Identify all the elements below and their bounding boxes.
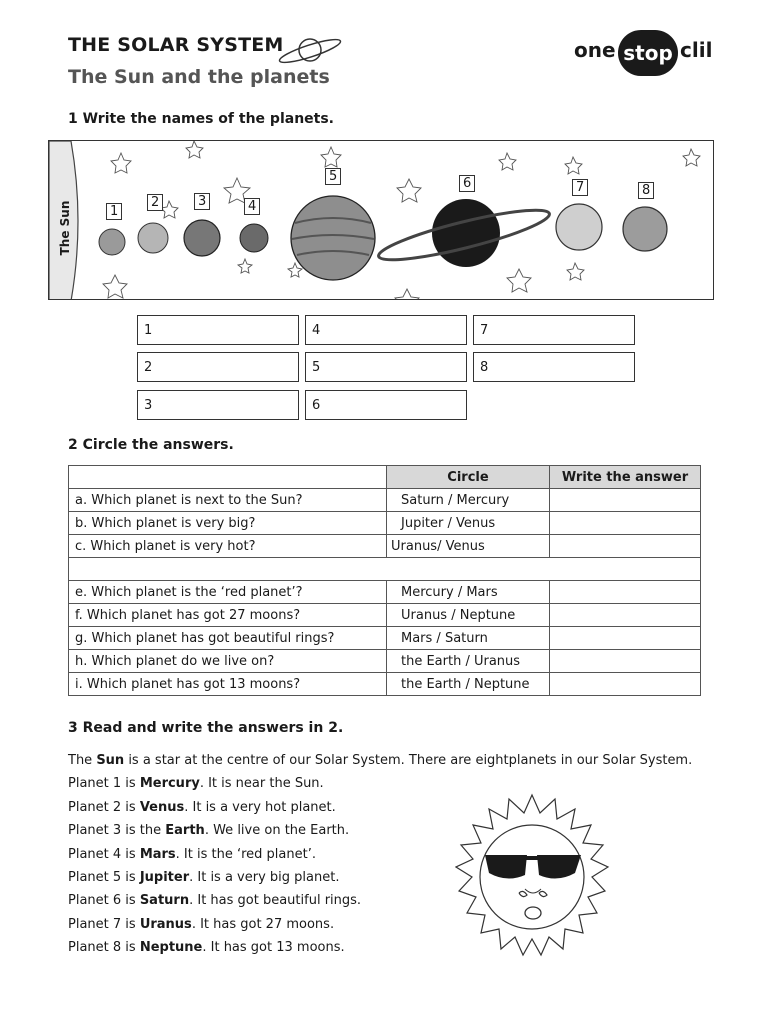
sun-sunglasses-icon — [455, 793, 610, 958]
circle-options-cell[interactable]: Mars / Saturn — [387, 627, 550, 650]
neptune-planet — [623, 207, 667, 251]
saturn-planet — [432, 199, 500, 267]
answer-cell[interactable] — [550, 604, 701, 627]
circle-options-cell[interactable]: Mercury / Mars — [387, 581, 550, 604]
table-header-row — [69, 466, 701, 489]
page-subtitle: The Sun and the planets — [68, 66, 330, 88]
table-row — [69, 650, 701, 673]
question-cell: e. Which planet is the ‘red planet’? — [69, 581, 387, 604]
column-header-circle: Circle — [387, 466, 550, 489]
uranus-planet — [556, 204, 602, 250]
circle-options-cell[interactable] — [387, 558, 550, 581]
answer-cell[interactable] — [550, 512, 701, 535]
question-cell: g. Which planet has got beautiful rings? — [69, 627, 387, 650]
table-row — [69, 535, 701, 558]
question-cell — [69, 558, 387, 581]
star-icons — [103, 141, 700, 300]
solar-system-illustration — [49, 141, 714, 300]
planet-answer-box-2[interactable]: 2 — [137, 352, 299, 382]
circle-options-cell[interactable]: Saturn / Mercury — [387, 489, 550, 512]
planet-answer-box-4[interactable]: 4 — [305, 315, 467, 345]
planet-illustration — [48, 140, 714, 300]
planet-number-2: 2 — [147, 194, 163, 211]
question-cell: f. Which planet has got 27 moons? — [69, 604, 387, 627]
question-cell: h. Which planet do we live on? — [69, 650, 387, 673]
questions-table — [68, 465, 701, 696]
reading-line: Planet 4 is Mars. It is the ‘red planet’. — [68, 846, 316, 862]
reading-line: Planet 1 is Mercury. It is near the Sun. — [68, 776, 324, 792]
circle-options-cell[interactable]: the Earth / Uranus — [387, 650, 550, 673]
reading-line: Planet 8 is Neptune. It has got 13 moons. — [68, 940, 345, 956]
page-title: THE SOLAR SYSTEM — [68, 34, 284, 56]
column-header-answer: Write the answer — [550, 466, 701, 489]
planet-answer-box-8[interactable]: 8 — [473, 352, 635, 382]
table-row — [69, 604, 701, 627]
circle-options-cell[interactable]: Uranus/ Venus — [387, 535, 550, 558]
planet-answer-box-1[interactable]: 1 — [137, 315, 299, 345]
answer-cell[interactable] — [550, 650, 701, 673]
onestopclil-logo: one stop clil — [574, 30, 724, 78]
exercise-1-heading: 1 Write the names of the planets. — [68, 111, 334, 127]
table-row — [69, 512, 701, 535]
table-row — [69, 489, 701, 512]
planet-number-6: 6 — [459, 175, 475, 192]
planet-answer-box-3[interactable]: 3 — [137, 390, 299, 420]
reading-line: Planet 5 is Jupiter. It is a very big planet. — [68, 870, 340, 886]
planet-answer-box-7[interactable]: 7 — [473, 315, 635, 345]
planet-number-8: 8 — [638, 182, 654, 199]
saturn-icon — [276, 32, 346, 68]
answer-cell[interactable] — [550, 673, 701, 696]
circle-options-cell[interactable]: the Earth / Neptune — [387, 673, 550, 696]
mercury-planet — [99, 229, 125, 255]
answer-cell[interactable] — [550, 535, 701, 558]
planet-answer-box-6[interactable]: 6 — [305, 390, 467, 420]
planet-number-5: 5 — [325, 168, 341, 185]
question-cell: i. Which planet has got 13 moons? — [69, 673, 387, 696]
exercise-3-heading: 3 Read and write the answers in 2. — [68, 720, 344, 736]
sun-label: The Sun — [58, 200, 72, 256]
sun-label-wrap — [51, 199, 81, 259]
reading-line: Planet 6 is Saturn. It has got beautiful rings. — [68, 893, 362, 909]
reading-line: Planet 3 is the Earth. We live on the Earth. — [68, 823, 350, 839]
table-row — [69, 673, 701, 696]
circle-options-cell[interactable]: Uranus / Neptune — [387, 604, 550, 627]
answer-cell[interactable] — [550, 558, 701, 581]
question-cell: b. Which planet is very big? — [69, 512, 387, 535]
reading-text — [68, 749, 748, 960]
venus-planet — [138, 223, 168, 253]
question-cell: a. Which planet is next to the Sun? — [69, 489, 387, 512]
earth-planet — [184, 220, 220, 256]
exercise-2-heading: 2 Circle the answers. — [68, 437, 234, 453]
planet-number-1: 1 — [106, 203, 122, 220]
planet-number-7: 7 — [572, 179, 588, 196]
question-cell: c. Which planet is very hot? — [69, 535, 387, 558]
answer-cell[interactable] — [550, 581, 701, 604]
planet-number-4: 4 — [244, 198, 260, 215]
table-row — [69, 558, 701, 581]
table-row — [69, 581, 701, 604]
table-row — [69, 627, 701, 650]
reading-line: Planet 7 is Uranus. It has got 27 moons. — [68, 916, 335, 932]
planet-answer-box-5[interactable]: 5 — [305, 352, 467, 382]
column-header-question — [69, 466, 387, 489]
answer-cell[interactable] — [550, 489, 701, 512]
answer-cell[interactable] — [550, 627, 701, 650]
reading-line: Planet 2 is Venus. It is a very hot planet. — [68, 799, 336, 815]
mars-planet — [240, 224, 268, 252]
circle-options-cell[interactable]: Jupiter / Venus — [387, 512, 550, 535]
planet-number-3: 3 — [194, 193, 210, 210]
reading-line: The Sun is a star at the centre of our Solar System. There are eightplanets in our Solar System. — [68, 753, 693, 768]
